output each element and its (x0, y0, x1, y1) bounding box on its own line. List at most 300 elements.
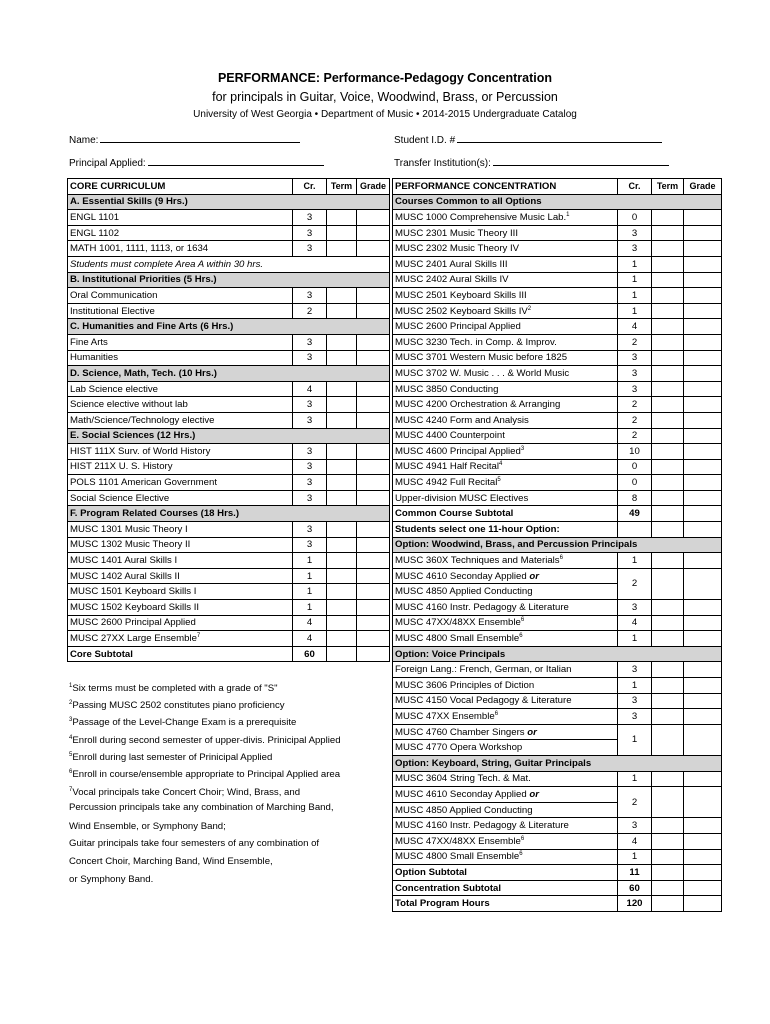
term-cell[interactable] (652, 459, 684, 475)
institution-line: University of West Georgia • Department of Music • 2014-2015 Undergraduate Catalog (193, 109, 577, 120)
grade-cell[interactable] (357, 475, 390, 491)
grade-cell[interactable] (684, 350, 722, 366)
grade-cell[interactable] (684, 631, 722, 647)
grade-cell[interactable] (684, 506, 722, 522)
subtotal-label: Total Program Hours (393, 896, 618, 912)
footnote (69, 787, 300, 798)
column-header-course: PERFORMANCE CONCENTRATION (393, 179, 618, 195)
credits-cell: 4 (618, 833, 652, 849)
grade-cell[interactable] (357, 631, 390, 647)
grade-cell[interactable] (357, 646, 390, 662)
section-header-row (393, 194, 722, 210)
grade-cell[interactable] (684, 615, 722, 631)
course-label: MUSC 4600 Principal Applied$^3$ (393, 444, 618, 460)
course-label: MUSC 47XX Ensemble$^6$ (393, 709, 618, 725)
footnote-number: 6 (69, 768, 73, 775)
section-header-row (393, 537, 722, 553)
grade-cell[interactable] (357, 303, 390, 319)
grade-cell[interactable] (684, 225, 722, 241)
course-label: MUSC 2501 Keyboard Skills III (393, 288, 618, 304)
course-row (68, 615, 390, 631)
course-label: Fine Arts (68, 334, 293, 350)
grade-cell[interactable] (684, 334, 722, 350)
term-cell[interactable] (327, 381, 357, 397)
footnote (69, 700, 285, 711)
credits-cell: 3 (293, 334, 327, 350)
grade-cell[interactable] (357, 600, 390, 616)
term-cell[interactable] (652, 833, 684, 849)
course-label: Oral Communication (68, 288, 293, 304)
grade-cell[interactable] (684, 693, 722, 709)
grade-cell[interactable] (357, 490, 390, 506)
term-cell[interactable] (652, 896, 684, 912)
subtotal-row (393, 506, 722, 522)
section-header-row (393, 646, 722, 662)
credits-cell: 3 (618, 366, 652, 382)
term-cell[interactable] (652, 662, 684, 678)
course-label: Lab Science elective (68, 381, 293, 397)
term-cell[interactable] (327, 615, 357, 631)
credits-cell: 4 (293, 615, 327, 631)
section-label: Courses Common to all Options (393, 194, 722, 210)
grade-cell[interactable] (684, 490, 722, 506)
area-note: Students must complete Area A within 30 hrs. (68, 256, 390, 272)
credits-cell: 1 (293, 600, 327, 616)
grade-cell[interactable] (357, 615, 390, 631)
grade-cell[interactable] (357, 381, 390, 397)
credits-cell: 1 (618, 678, 652, 694)
grade-cell[interactable] (684, 303, 722, 319)
course-label: Science elective without lab (68, 397, 293, 413)
term-cell[interactable] (327, 553, 357, 569)
term-cell[interactable] (327, 459, 357, 475)
term-cell[interactable] (652, 865, 684, 881)
grade-cell[interactable] (684, 444, 722, 460)
term-cell[interactable] (652, 568, 684, 599)
student-id-field[interactable] (394, 134, 662, 146)
grade-cell[interactable] (684, 818, 722, 834)
course-label: MUSC 360X Techniques and Materials$^6$ (393, 553, 618, 569)
course-label: MUSC 3606 Principles of Diction (393, 678, 618, 694)
grade-cell[interactable] (684, 724, 722, 755)
name-blank[interactable] (100, 134, 300, 143)
grade-cell[interactable] (357, 288, 390, 304)
footnote-text: Guitar principals take four semesters of any combination of (69, 838, 320, 849)
grade-cell[interactable] (357, 210, 390, 226)
credits-cell: 1 (293, 584, 327, 600)
course-label: MUSC 4400 Counterpoint (393, 428, 618, 444)
term-cell[interactable] (652, 771, 684, 787)
credits-cell: 2 (293, 303, 327, 319)
grade-cell[interactable] (684, 662, 722, 678)
footnote (69, 838, 319, 849)
footnote-number: 2 (69, 699, 73, 706)
term-cell[interactable] (652, 350, 684, 366)
term-cell[interactable] (652, 693, 684, 709)
term-cell[interactable] (652, 818, 684, 834)
term-cell[interactable] (652, 412, 684, 428)
grade-cell[interactable] (357, 412, 390, 428)
grade-cell[interactable] (684, 272, 722, 288)
course-row (393, 428, 722, 444)
course-label: MUSC 4610 Seconday Applied or (393, 568, 618, 584)
grade-cell[interactable] (357, 350, 390, 366)
term-cell[interactable] (327, 350, 357, 366)
term-cell[interactable] (652, 225, 684, 241)
course-label: MUSC 3850 Conducting (393, 381, 618, 397)
grade-cell[interactable] (684, 771, 722, 787)
principal-applied-label: Principal Applied: (69, 158, 146, 169)
term-cell[interactable] (652, 631, 684, 647)
term-cell[interactable] (652, 787, 684, 818)
grade-cell[interactable] (684, 210, 722, 226)
credits-cell: 10 (618, 444, 652, 460)
subtotal-row (393, 865, 722, 881)
term-cell[interactable] (652, 615, 684, 631)
term-cell[interactable] (652, 880, 684, 896)
credits-cell: 4 (293, 631, 327, 647)
term-cell[interactable] (652, 678, 684, 694)
credits-cell: 2 (618, 787, 652, 818)
grade-cell[interactable] (357, 334, 390, 350)
course-row (393, 303, 722, 319)
term-cell[interactable] (327, 334, 357, 350)
credits-cell: 3 (293, 225, 327, 241)
credits-cell: 0 (618, 210, 652, 226)
credits-cell: 3 (618, 241, 652, 257)
credits-cell: 1 (618, 849, 652, 865)
course-label: Foreign Lang.: French, German, or Italian (393, 662, 618, 678)
transfer-institution-field[interactable] (394, 157, 669, 169)
footnote (69, 856, 273, 867)
footnote-text: or Symphony Band. (69, 874, 154, 885)
grade-cell[interactable] (684, 256, 722, 272)
course-row (68, 490, 390, 506)
term-cell[interactable] (327, 288, 357, 304)
page-subtitle: for principals in Guitar, Voice, Woodwind, Brass, or Percussion (212, 90, 558, 104)
course-label: MUSC 4200 Orchestration & Arranging (393, 397, 618, 413)
course-label: MATH 1001, 1111, 1113, or 1634 (68, 241, 293, 257)
term-cell[interactable] (652, 444, 684, 460)
course-label: HIST 111X Surv. of World History (68, 444, 293, 460)
term-cell[interactable] (652, 490, 684, 506)
footnote-number: 3 (69, 716, 73, 723)
course-label: MUSC 2402 Aural Skills IV (393, 272, 618, 288)
course-row (393, 256, 722, 272)
course-pair-row (393, 787, 722, 803)
section-header-row (68, 428, 390, 444)
term-cell[interactable] (652, 600, 684, 616)
credits-cell: 2 (618, 397, 652, 413)
term-cell[interactable] (327, 303, 357, 319)
footnote-text: Enroll during second semester of upper-divis. Prinicipal Applied (72, 735, 341, 746)
course-row (393, 678, 722, 694)
grade-cell[interactable] (357, 459, 390, 475)
course-row (393, 272, 722, 288)
course-row (68, 412, 390, 428)
footnote (69, 802, 334, 813)
course-row (68, 459, 390, 475)
transfer-institution-blank[interactable] (493, 157, 669, 166)
or-label: or (529, 570, 539, 582)
course-row (393, 288, 722, 304)
course-row (68, 553, 390, 569)
term-cell[interactable] (327, 475, 357, 491)
footnote-text: Passing MUSC 2502 constitutes piano proficiency (72, 700, 285, 711)
core-header-row (68, 179, 390, 195)
term-cell[interactable] (327, 225, 357, 241)
principal-applied-blank[interactable] (148, 157, 324, 166)
grade-cell[interactable] (357, 537, 390, 553)
term-cell[interactable] (652, 849, 684, 865)
term-cell[interactable] (652, 241, 684, 257)
credits-cell: 2 (618, 334, 652, 350)
subtotal-row (393, 896, 722, 912)
course-label: MUSC 1501 Keyboard Skills I (68, 584, 293, 600)
course-row (393, 366, 722, 382)
section-label: Option: Keyboard, String, Guitar Principals (393, 755, 722, 771)
course-label: MUSC 1000 Comprehensive Music Lab.$^1$ (393, 210, 618, 226)
grade-cell[interactable] (357, 553, 390, 569)
footnote (69, 752, 272, 763)
grade-cell[interactable] (357, 225, 390, 241)
credits-cell: 3 (293, 522, 327, 538)
course-label: MUSC 1402 Aural Skills II (68, 568, 293, 584)
grade-cell[interactable] (684, 896, 722, 912)
course-row (68, 444, 390, 460)
term-cell[interactable] (652, 381, 684, 397)
footnote-ref: 6 (519, 851, 523, 858)
section-header-row (68, 506, 390, 522)
course-row (68, 303, 390, 319)
term-cell[interactable] (652, 553, 684, 569)
concentration-header-row (393, 179, 722, 195)
term-cell[interactable] (652, 397, 684, 413)
grade-cell[interactable] (357, 522, 390, 538)
section-label: D. Science, Math, Tech. (10 Hrs.) (68, 366, 390, 382)
course-label: MUSC 2600 Principal Applied (68, 615, 293, 631)
term-cell[interactable] (652, 303, 684, 319)
course-label: HIST 211X U. S. History (68, 459, 293, 475)
term-cell[interactable] (327, 631, 357, 647)
credits-cell: 2 (618, 412, 652, 428)
grade-cell[interactable] (357, 241, 390, 257)
grade-cell[interactable] (357, 397, 390, 413)
credits-cell: 1 (618, 272, 652, 288)
term-cell[interactable] (327, 490, 357, 506)
grade-cell[interactable] (684, 553, 722, 569)
credits-cell: 3 (618, 818, 652, 834)
grade-cell[interactable] (684, 880, 722, 896)
course-label: Humanities (68, 350, 293, 366)
footnote-ref: 6 (520, 617, 525, 624)
footnote-ref: 1 (566, 211, 570, 218)
term-cell[interactable] (327, 646, 357, 662)
grade-cell[interactable] (684, 475, 722, 491)
credits-cell: 1 (618, 288, 652, 304)
course-row (393, 412, 722, 428)
course-label: MUSC 4240 Form and Analysis (393, 412, 618, 428)
column-header-course: CORE CURRICULUM (68, 179, 293, 195)
course-row (393, 553, 722, 569)
grade-cell[interactable] (684, 709, 722, 725)
credits-cell: 11 (618, 865, 652, 881)
course-row (393, 833, 722, 849)
footnote-ref: 6 (494, 710, 499, 717)
column-header-grade: Grade (357, 179, 390, 195)
course-row (393, 771, 722, 787)
page-title: PERFORMANCE: Performance-Pedagogy Concentration (217, 71, 553, 85)
course-label: MUSC 27XX Large Ensemble$^7$ (68, 631, 293, 647)
term-cell[interactable] (652, 709, 684, 725)
credits-cell: 3 (618, 693, 652, 709)
term-cell[interactable] (652, 272, 684, 288)
credits-cell: 3 (618, 662, 652, 678)
course-row (393, 490, 722, 506)
term-cell[interactable] (652, 210, 684, 226)
grade-cell[interactable] (684, 865, 722, 881)
course-row (68, 288, 390, 304)
grade-cell[interactable] (357, 584, 390, 600)
subtotal-label: Common Course Subtotal (393, 506, 618, 522)
grade-cell[interactable] (357, 444, 390, 460)
footnote (69, 683, 278, 694)
grade-cell[interactable] (684, 522, 722, 538)
credits-cell: 3 (293, 537, 327, 553)
course-row (68, 600, 390, 616)
term-cell[interactable] (652, 334, 684, 350)
grade-cell[interactable] (684, 678, 722, 694)
term-cell[interactable] (327, 397, 357, 413)
term-cell[interactable] (652, 724, 684, 755)
credits-cell: 4 (618, 615, 652, 631)
course-row (393, 849, 722, 865)
course-label: MUSC 3230 Tech. in Comp. & Improv. (393, 334, 618, 350)
credits-cell: 1 (293, 568, 327, 584)
course-row (393, 475, 722, 491)
grade-cell[interactable] (684, 397, 722, 413)
credits-cell: 3 (293, 459, 327, 475)
core-curriculum-table (67, 178, 390, 662)
term-cell[interactable] (652, 506, 684, 522)
course-label: MUSC 4610 Seconday Applied or (393, 787, 618, 803)
term-cell[interactable] (327, 600, 357, 616)
student-id-label: Student I.D. # (394, 135, 456, 146)
name-field[interactable] (69, 134, 300, 146)
grade-cell[interactable] (684, 428, 722, 444)
section-header-row (393, 755, 722, 771)
course-row (393, 210, 722, 226)
term-cell[interactable] (327, 444, 357, 460)
grade-cell[interactable] (357, 568, 390, 584)
course-pair-row (393, 724, 722, 740)
term-cell[interactable] (652, 428, 684, 444)
term-cell[interactable] (327, 241, 357, 257)
credits-cell: 0 (618, 475, 652, 491)
term-cell[interactable] (652, 366, 684, 382)
grade-cell[interactable] (684, 319, 722, 335)
grade-cell[interactable] (684, 600, 722, 616)
footnote-text: Concert Choir, Marching Band, Wind Ensemble, (69, 856, 273, 867)
footnote (69, 821, 226, 832)
term-cell[interactable] (652, 256, 684, 272)
grade-cell[interactable] (684, 381, 722, 397)
subtotal-row (68, 646, 390, 662)
section-label: B. Institutional Priorities (5 Hrs.) (68, 272, 390, 288)
credits-cell: 3 (293, 475, 327, 491)
term-cell[interactable] (652, 288, 684, 304)
credits-cell: 1 (618, 724, 652, 755)
section-header-row (68, 194, 390, 210)
course-label: MUSC 3701 Western Music before 1825 (393, 350, 618, 366)
term-cell[interactable] (327, 210, 357, 226)
credits-cell: 3 (293, 412, 327, 428)
term-cell[interactable] (652, 522, 684, 538)
course-row (68, 475, 390, 491)
term-cell[interactable] (652, 319, 684, 335)
term-cell[interactable] (327, 537, 357, 553)
course-label: ENGL 1102 (68, 225, 293, 241)
course-label: Upper-division MUSC Electives (393, 490, 618, 506)
course-label: Social Science Elective (68, 490, 293, 506)
grade-cell[interactable] (684, 366, 722, 382)
grade-cell[interactable] (684, 288, 722, 304)
course-row (393, 444, 722, 460)
grade-cell[interactable] (684, 833, 722, 849)
credits-cell: 3 (618, 350, 652, 366)
grade-cell[interactable] (684, 459, 722, 475)
credits-cell: 0 (618, 459, 652, 475)
term-cell[interactable] (652, 475, 684, 491)
course-row (393, 350, 722, 366)
course-row (393, 381, 722, 397)
credits-cell: 1 (618, 631, 652, 647)
footnote-ref: 6 (559, 554, 563, 561)
term-cell[interactable] (327, 568, 357, 584)
section-label: Option: Voice Principals (393, 646, 722, 662)
credits-cell: 4 (618, 319, 652, 335)
footnote (69, 769, 340, 780)
course-row (68, 584, 390, 600)
grade-cell[interactable] (684, 787, 722, 818)
course-row (68, 381, 390, 397)
grade-cell[interactable] (684, 241, 722, 257)
grade-cell[interactable] (684, 568, 722, 599)
name-label: Name: (69, 135, 99, 146)
term-cell[interactable] (327, 522, 357, 538)
course-row (393, 709, 722, 725)
course-row (68, 397, 390, 413)
course-label: MUSC 1401 Aural Skills I (68, 553, 293, 569)
student-id-blank[interactable] (457, 134, 662, 143)
performance-concentration-table (392, 178, 722, 912)
section-label: C. Humanities and Fine Arts (6 Hrs.) (68, 319, 390, 335)
course-row (393, 397, 722, 413)
term-cell[interactable] (327, 584, 357, 600)
course-row (68, 631, 390, 647)
course-label: Institutional Elective (68, 303, 293, 319)
section-label: A. Essential Skills (9 Hrs.) (68, 194, 390, 210)
option-instruction-row (393, 522, 722, 538)
principal-applied-field[interactable] (69, 157, 324, 169)
credits-cell: 60 (293, 646, 327, 662)
credits-cell: 4 (293, 381, 327, 397)
course-row (393, 631, 722, 647)
grade-cell[interactable] (684, 849, 722, 865)
grade-cell[interactable] (684, 412, 722, 428)
term-cell[interactable] (327, 412, 357, 428)
course-row (393, 693, 722, 709)
